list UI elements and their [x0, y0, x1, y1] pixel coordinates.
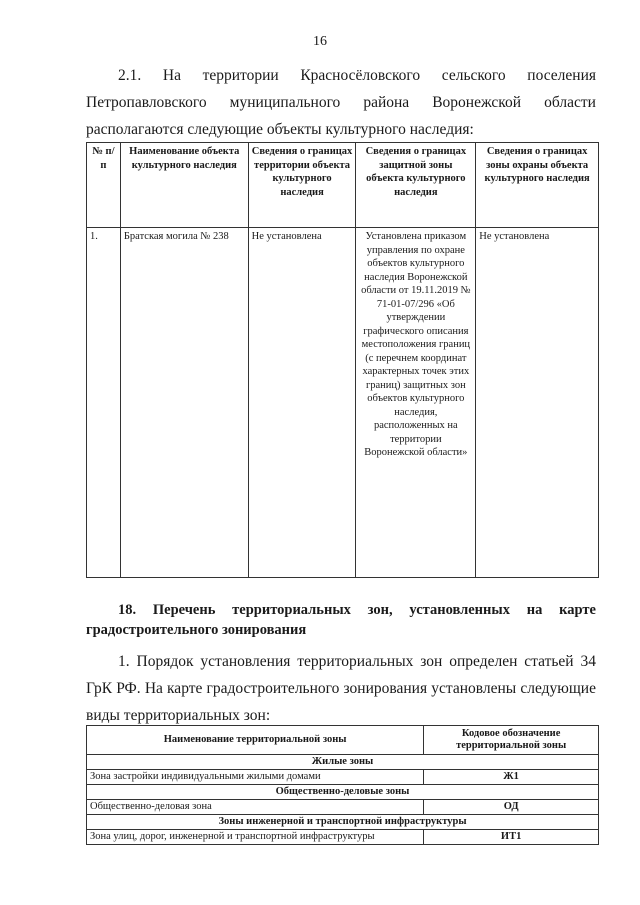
- zones-paragraph: [86, 648, 596, 729]
- heading-line-2: градостроительного зонирования: [86, 622, 307, 638]
- word: установленных: [409, 602, 510, 618]
- para2-line-3: виды территориальных зон:: [86, 707, 271, 724]
- word: территориальных: [297, 653, 414, 670]
- column-header: Сведения о границах зоны охраны объекта культурного наследия: [476, 143, 599, 228]
- column-header: Сведения о границах защитной зоны объекта культурного наследия: [356, 143, 476, 228]
- cell-territory: Не установлена: [248, 228, 356, 578]
- zone-group-row: [87, 755, 599, 770]
- column-header: Наименование территориальной зоны: [87, 726, 424, 755]
- zone-group-title: Зоны инженерной и транспортной инфраструктуры: [87, 815, 599, 830]
- para2-line-2: [86, 675, 596, 702]
- word: РФ.: [116, 680, 141, 697]
- word: муниципального: [229, 94, 341, 111]
- word: 18.: [118, 602, 137, 618]
- word: градостроительного: [206, 680, 340, 697]
- zone-name: Зона застройки индивидуальными жилыми домами: [87, 770, 424, 785]
- word: На: [162, 67, 181, 84]
- word: Перечень: [152, 602, 216, 618]
- word: территориальных: [232, 602, 351, 618]
- word: Красносёловского: [300, 67, 421, 84]
- cell-protective-zone: Установлена приказом управления по охране объектов культурного наследия Воронежской области от 19.11.2019 № 71-01-07/296 «Об утверждении графического описания местоположения границ (с перечнем координат характерных точек этих границ) защитных зон объектов культурного наследия, расположенных на территории Воронежской области»: [356, 228, 476, 578]
- cell-number: 1.: [87, 228, 121, 578]
- zone-group-row: [87, 785, 599, 800]
- heritage-table: [86, 142, 599, 578]
- intro-paragraph: [86, 62, 596, 143]
- zone-code: Ж1: [424, 770, 599, 785]
- word: ГрК: [86, 680, 113, 697]
- zone-name: Зона улиц, дорог, инженерной и транспортной инфраструктуры: [87, 830, 424, 845]
- word: 2.1.: [118, 67, 142, 84]
- section-heading: [86, 600, 596, 640]
- table-header-row: [87, 143, 599, 228]
- column-header: Сведения о границах территории объекта культурного наследия: [248, 143, 356, 228]
- word: района: [363, 94, 410, 111]
- word: следующие: [520, 680, 596, 697]
- word: установлены: [431, 680, 517, 697]
- zone-code: ОД: [424, 800, 599, 815]
- word: На: [144, 680, 163, 697]
- table-header-row: [87, 726, 599, 755]
- table-row: [87, 228, 599, 578]
- table-row: [87, 800, 599, 815]
- word: поселения: [527, 67, 596, 84]
- word: карте: [559, 602, 596, 618]
- word: зонирования: [343, 680, 428, 697]
- word: карте: [167, 680, 203, 697]
- column-header: № п/п: [87, 143, 121, 228]
- word: установления: [200, 653, 291, 670]
- cell-security-zone: Не установлена: [476, 228, 599, 578]
- word: Петропавловского: [86, 94, 207, 111]
- column-header: Кодовое обозначение территориальной зоны: [424, 726, 599, 755]
- zone-group-title: Жилые зоны: [87, 755, 599, 770]
- page-number: 16: [313, 34, 327, 49]
- word: сельского: [441, 67, 506, 84]
- word: Воронежской: [432, 94, 522, 111]
- column-header: Наименование объекта культурного наследия: [120, 143, 248, 228]
- para2-line-1: [86, 648, 596, 675]
- zones-table: [86, 725, 599, 845]
- word: 1.: [118, 653, 130, 670]
- zone-code: ИТ1: [424, 830, 599, 845]
- word: 34: [580, 653, 596, 670]
- word: зон,: [367, 602, 393, 618]
- intro-line-2: [86, 89, 596, 116]
- intro-line-3: располагаются следующие объекты культурного наследия:: [86, 121, 474, 138]
- zone-name: Общественно-деловая зона: [87, 800, 424, 815]
- intro-line-1: [86, 62, 596, 89]
- table-row: [87, 830, 599, 845]
- word: зон: [420, 653, 443, 670]
- zone-group-title: Общественно-деловые зоны: [87, 785, 599, 800]
- word: территории: [202, 67, 279, 84]
- word: на: [526, 602, 543, 618]
- word: Порядок: [136, 653, 194, 670]
- cell-name: Братская могила № 238: [120, 228, 248, 578]
- zone-group-row: [87, 815, 599, 830]
- word: статьей: [524, 653, 574, 670]
- table-row: [87, 770, 599, 785]
- word: определен: [449, 653, 518, 670]
- word: области: [544, 94, 596, 111]
- heading-line-1: [86, 600, 596, 620]
